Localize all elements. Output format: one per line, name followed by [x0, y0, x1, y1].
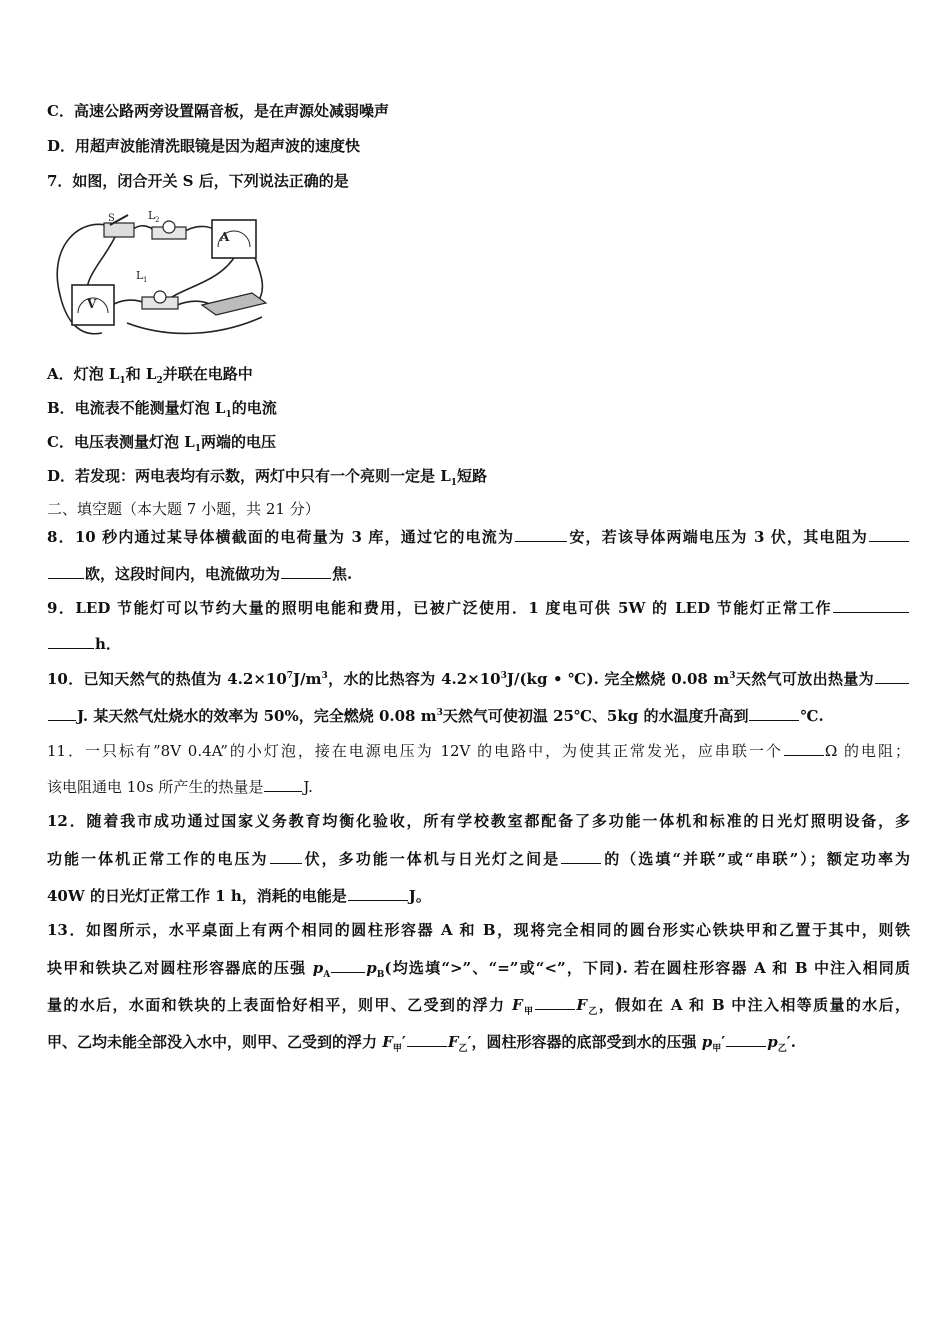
question-12-line-2: 功能一体机正常工作的电压为 伏，多功能一体机与日光灯之间是 的（选填“并联”或“串联”）；额定功率为 [47, 850, 910, 868]
ammeter-label: A [220, 230, 230, 244]
question-8-line-1: 8．10 秒内通过某导体横截面的电荷量为 3 库，通过它的电流为 安，若该导体两端电压为 3 伏，其电阻为 [47, 526, 910, 547]
question-9-line-2: h． [47, 633, 910, 654]
lamp-l2-label: L [148, 209, 156, 222]
answer-blank[interactable] [869, 526, 909, 542]
question-13-line-3: 量的水后，水面和铁块的上表面恰好相平，则甲、乙受到的浮力 $F_甲$ $F_乙$，假如在 A 和 B 中注入相等质量的水后， [47, 996, 910, 1017]
answer-blank[interactable] [833, 597, 909, 613]
q7-option-a: A．灯泡 $L_1$和 $L_2$并联在电路中 [47, 365, 253, 386]
answer-blank[interactable] [561, 848, 601, 864]
answer-blank[interactable] [875, 668, 909, 684]
option-d: D．用超声波能清洗眼镜是因为超声波的速度快 [47, 137, 361, 155]
question-12-line-3: 40W 的日光灯正常工作 1 h，消耗的电能是 J。 [47, 887, 431, 905]
question-7: 7．如图，闭合开关 S 后，下列说法正确的是 [47, 172, 349, 190]
answer-blank[interactable] [749, 705, 799, 721]
answer-blank[interactable] [48, 705, 76, 721]
answer-blank[interactable] [348, 885, 408, 901]
question-13-line-1: 13．如图所示，水平桌面上有两个相同的圆柱形容器 A 和 B，现将完全相同的圆台形实心铁块甲和乙置于其中，则铁 [47, 921, 910, 939]
switch-label: S [108, 213, 115, 224]
question-11-line-1: 11．一只标有”8V 0.4A”的小灯泡，接在电源电压为 12V 的电路中，为使其正常发光，应串联一个 Ω 的电阻； [47, 742, 910, 760]
question-8-line-2: 欧，这段时间内，电流做功为 焦. [47, 563, 910, 584]
answer-blank[interactable] [281, 563, 331, 579]
question-13-line-4: 甲、乙均未能全部没入水中，则甲、乙受到的浮力 $F_甲'$ $F_乙'$，圆柱形容器的底部受到水的压强 $p_甲'$ $p_乙'$. [47, 1033, 796, 1054]
question-12-line-1: 12．随着我市成功通过国家义务教育均衡化验收，所有学校教室都配备了多功能一体机和标准的日光灯照明设备，多 [47, 812, 910, 830]
q7-option-c: C．电压表测量灯泡 $L_1$两端的电压 [47, 433, 276, 454]
answer-blank[interactable] [535, 994, 575, 1010]
answer-blank[interactable] [48, 633, 94, 649]
option-c: C．高速公路两旁设置隔音板，是在声源处减弱噪声 [47, 102, 389, 120]
answer-blank[interactable] [515, 526, 567, 542]
answer-blank[interactable] [331, 957, 365, 973]
question-11-line-2: 该电阻通电 10s 所产生的热量是 J. [47, 778, 313, 796]
q7-option-b: B．电流表不能测量灯泡 $L_1$的电流 [47, 399, 277, 420]
lamp-l1-subscript: 1 [143, 276, 148, 284]
answer-blank[interactable] [407, 1031, 447, 1047]
section-heading: 二、填空题（本大题 7 小题，共 21 分） [47, 500, 320, 518]
voltmeter-label: V [87, 297, 97, 311]
answer-blank[interactable] [726, 1031, 766, 1047]
answer-blank[interactable] [264, 776, 302, 792]
answer-blank[interactable] [270, 848, 302, 864]
question-10-line-1: 10．已知天然气的热值为 $4.2\times 10^7J/m^3$，水的比热容为 $4.2\times 10^3J/(kg$ • ℃). 完全燃烧 0.08 $m^3$天然气可放出热量为 [47, 668, 910, 689]
q7-option-d: D．若发现：两电表均有示数，两灯中只有一个亮则一定是 $L_1$短路 [47, 467, 488, 488]
circuit-diagram [52, 205, 282, 343]
lamp-l1-label: L [136, 269, 144, 282]
question-9-line-1: 9．LED 节能灯可以节约大量的照明电能和费用，已被广泛使用．1 度电可供 5W 的 LED 节能灯正常工作 [47, 597, 910, 618]
question-10-line-2: J. 某天然气灶烧水的效率为 50%，完全燃烧 0.08 $m^3$天然气可使初温 25℃、5kg 的水温度升高到 ℃. [47, 705, 910, 726]
answer-blank[interactable] [784, 740, 824, 756]
answer-blank[interactable] [48, 563, 84, 579]
lamp-l2-subscript: 2 [155, 216, 160, 224]
question-13-line-2: 块甲和铁块乙对圆柱形容器底的压强 $p_A$ $p_B$(均选填“>”、“=”或“<”，下同). 若在圆柱形容器 A 和 B 中注入相同质 [47, 959, 910, 980]
